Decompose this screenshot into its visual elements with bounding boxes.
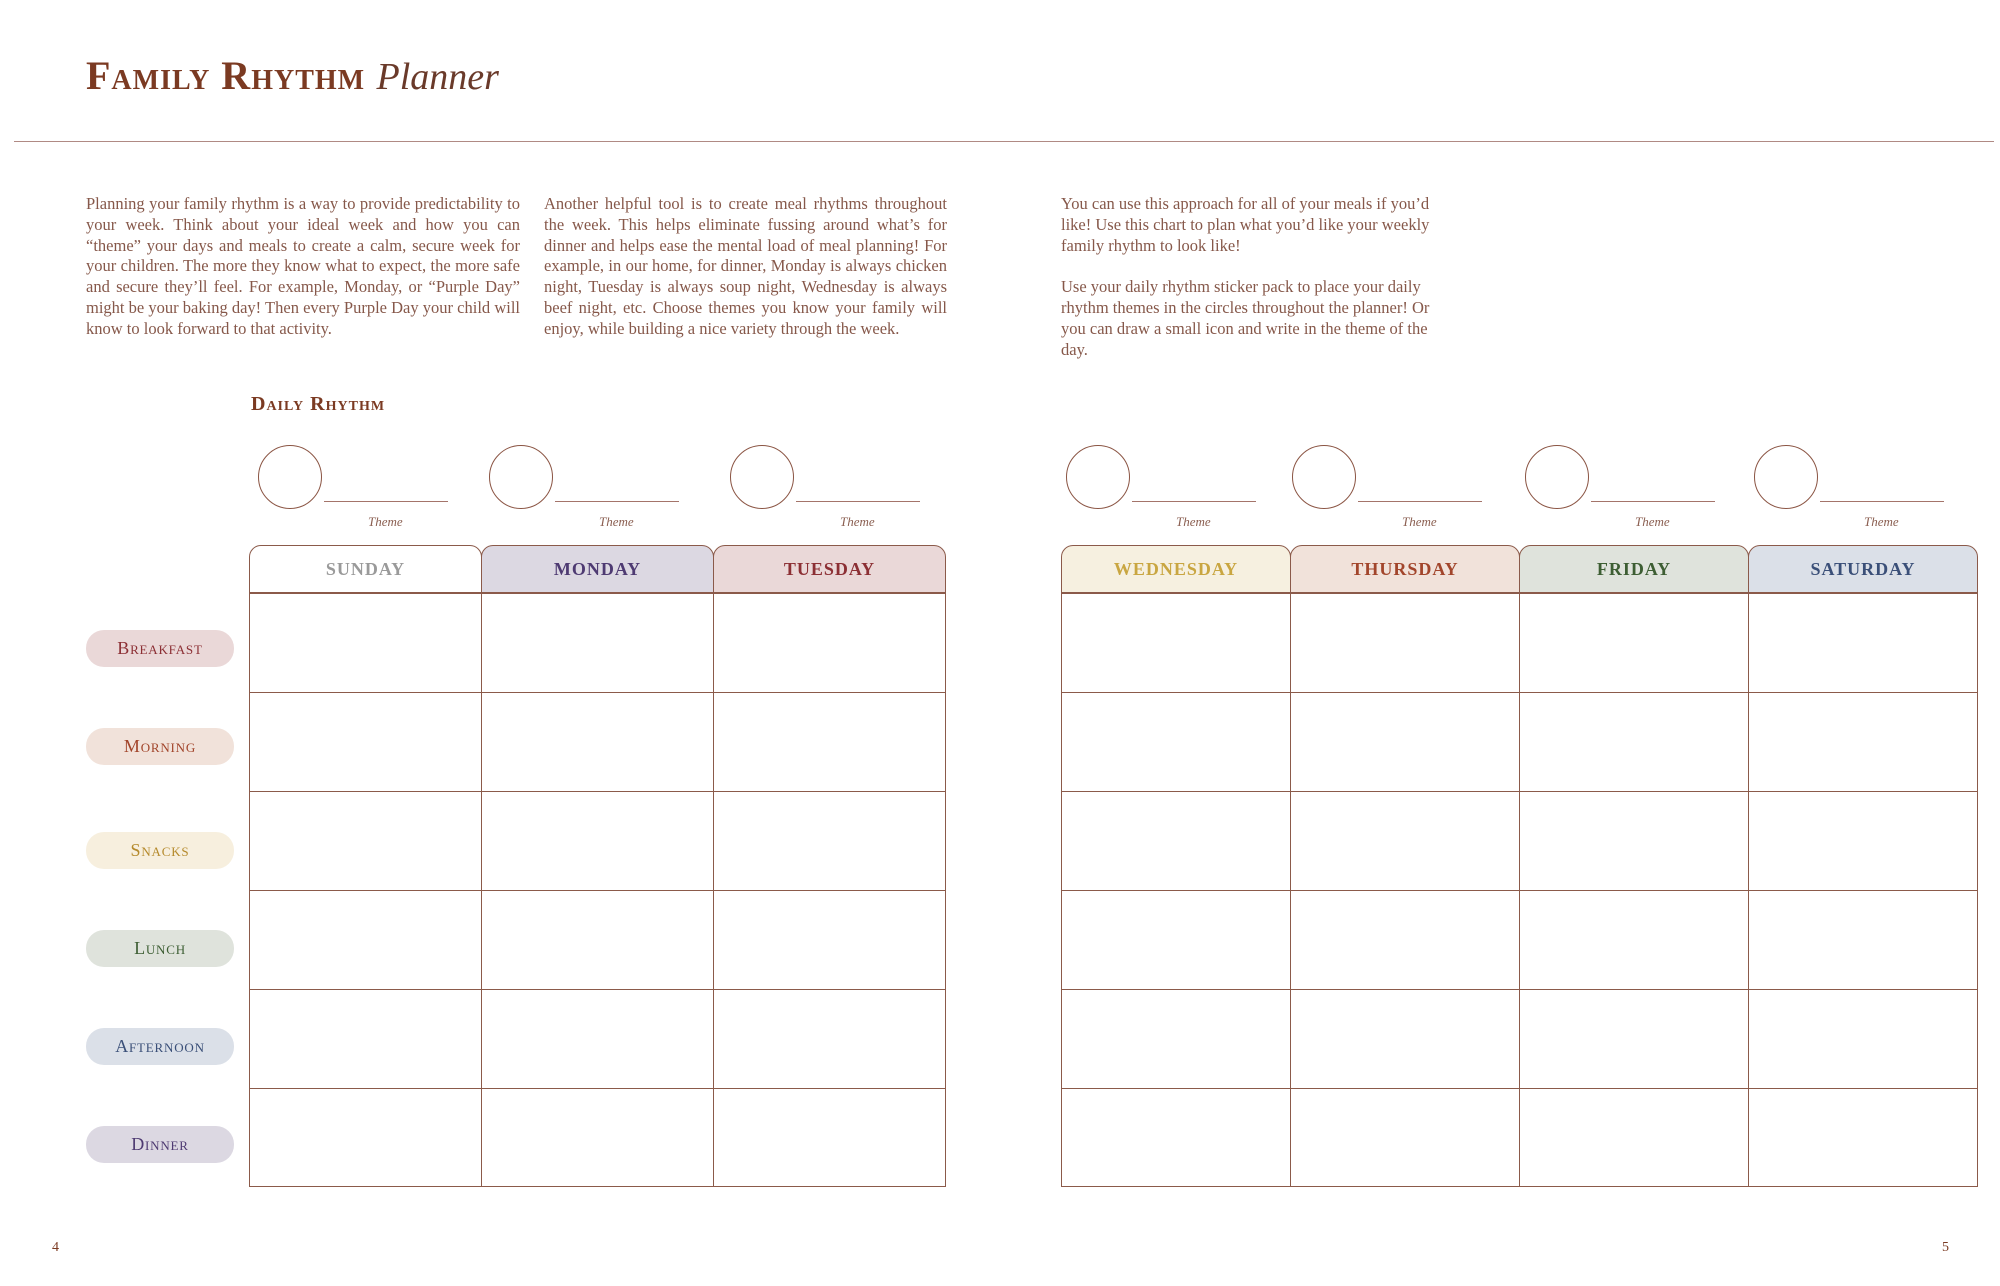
grid-divider <box>1062 1088 1977 1089</box>
row-label-snacks: Snacks <box>86 832 234 869</box>
grid-divider <box>250 692 945 693</box>
theme-line[interactable] <box>324 501 448 502</box>
row-label-dinner: Dinner <box>86 1126 234 1163</box>
day-header-thursday: THURSDAY <box>1290 545 1520 593</box>
grid-divider <box>1062 890 1977 891</box>
theme-label: Theme <box>840 514 875 529</box>
intro-paragraph-3 <box>1061 194 1433 361</box>
theme-line[interactable] <box>555 501 679 502</box>
header-divider <box>14 141 1994 142</box>
theme-circle[interactable] <box>258 445 322 509</box>
grid-divider <box>1062 791 1977 792</box>
theme-line[interactable] <box>1820 501 1944 502</box>
day-header-sunday: SUNDAY <box>249 545 482 593</box>
day-header-tuesday: TUESDAY <box>713 545 946 593</box>
day-header-wednesday: WEDNESDAY <box>1061 545 1291 593</box>
theme-circle[interactable] <box>489 445 553 509</box>
grid-divider <box>1062 692 1977 693</box>
page-number-left: 4 <box>52 1240 59 1255</box>
theme-circle[interactable] <box>730 445 794 509</box>
grid-divider <box>250 791 945 792</box>
theme-slot-saturday[interactable] <box>1754 445 1984 530</box>
grid-divider <box>250 1088 945 1089</box>
intro-paragraph-2: Another helpful tool is to create meal rhythms throughout the week. This helps eliminate fussing around what’s for dinner and helps ease the mental load of meal planning! For example, in our home, for dinner, Monday is always chicken night, Tuesday is always soup night, Wednesday is always beef night, etc. Choose themes you know your family will enjoy, while building a nice variety through the week. <box>544 194 947 338</box>
grid-divider <box>1062 989 1977 990</box>
theme-slot-sunday[interactable] <box>258 445 488 530</box>
theme-label: Theme <box>1635 514 1670 529</box>
page-title <box>86 52 499 99</box>
row-label-afternoon: Afternoon <box>86 1028 234 1065</box>
theme-circle[interactable] <box>1066 445 1130 509</box>
theme-label: Theme <box>1176 514 1211 529</box>
theme-slot-friday[interactable] <box>1525 445 1755 530</box>
theme-circle[interactable] <box>1754 445 1818 509</box>
theme-line[interactable] <box>1591 501 1715 502</box>
row-label-breakfast: Breakfast <box>86 630 234 667</box>
intro-paragraph-3b: Use your daily rhythm sticker pack to place your daily rhythm themes in the circles throughout the planner! Or you can draw a small icon and write in the theme of the day. <box>1061 277 1430 359</box>
theme-label: Theme <box>368 514 403 529</box>
theme-label: Theme <box>1402 514 1437 529</box>
intro-paragraph-3a: You can use this approach for all of your meals if you’d like! Use this chart to plan what you’d like your weekly family rhythm to look like! <box>1061 194 1430 255</box>
theme-circle[interactable] <box>1292 445 1356 509</box>
theme-slot-tuesday[interactable] <box>730 445 960 530</box>
theme-line[interactable] <box>1358 501 1482 502</box>
theme-circle[interactable] <box>1525 445 1589 509</box>
grid-divider <box>250 989 945 990</box>
theme-slot-monday[interactable] <box>489 445 719 530</box>
intro-paragraph-1: Planning your family rhythm is a way to provide predictability to your week. Think about your ideal week and how you can “theme” your days and meals to create a calm, secure week for your children. The more they know what to expect, the more safe and secure they’ll feel. For example, Monday, or “Purple Day” might be your baking day! Then every Purple Day your child will know to look forward to that activity. <box>86 194 520 338</box>
theme-slot-thursday[interactable] <box>1292 445 1522 530</box>
row-label-lunch: Lunch <box>86 930 234 967</box>
title-main: Family Rhythm <box>86 53 366 98</box>
grid-body-left[interactable] <box>249 593 946 1187</box>
grid-divider <box>250 890 945 891</box>
section-label: Daily Rhythm <box>251 393 386 415</box>
theme-line[interactable] <box>1132 501 1256 502</box>
theme-label: Theme <box>1864 514 1899 529</box>
page-number-right: 5 <box>1942 1240 1949 1255</box>
day-header-saturday: SATURDAY <box>1748 545 1978 593</box>
theme-slot-wednesday[interactable] <box>1066 445 1296 530</box>
title-script: Planner <box>376 56 499 98</box>
paragraph-spacer <box>1061 256 1433 277</box>
row-label-morning: Morning <box>86 728 234 765</box>
grid-body-right[interactable] <box>1061 593 1978 1187</box>
day-header-monday: MONDAY <box>481 545 714 593</box>
theme-label: Theme <box>599 514 634 529</box>
theme-line[interactable] <box>796 501 920 502</box>
day-header-friday: FRIDAY <box>1519 545 1749 593</box>
